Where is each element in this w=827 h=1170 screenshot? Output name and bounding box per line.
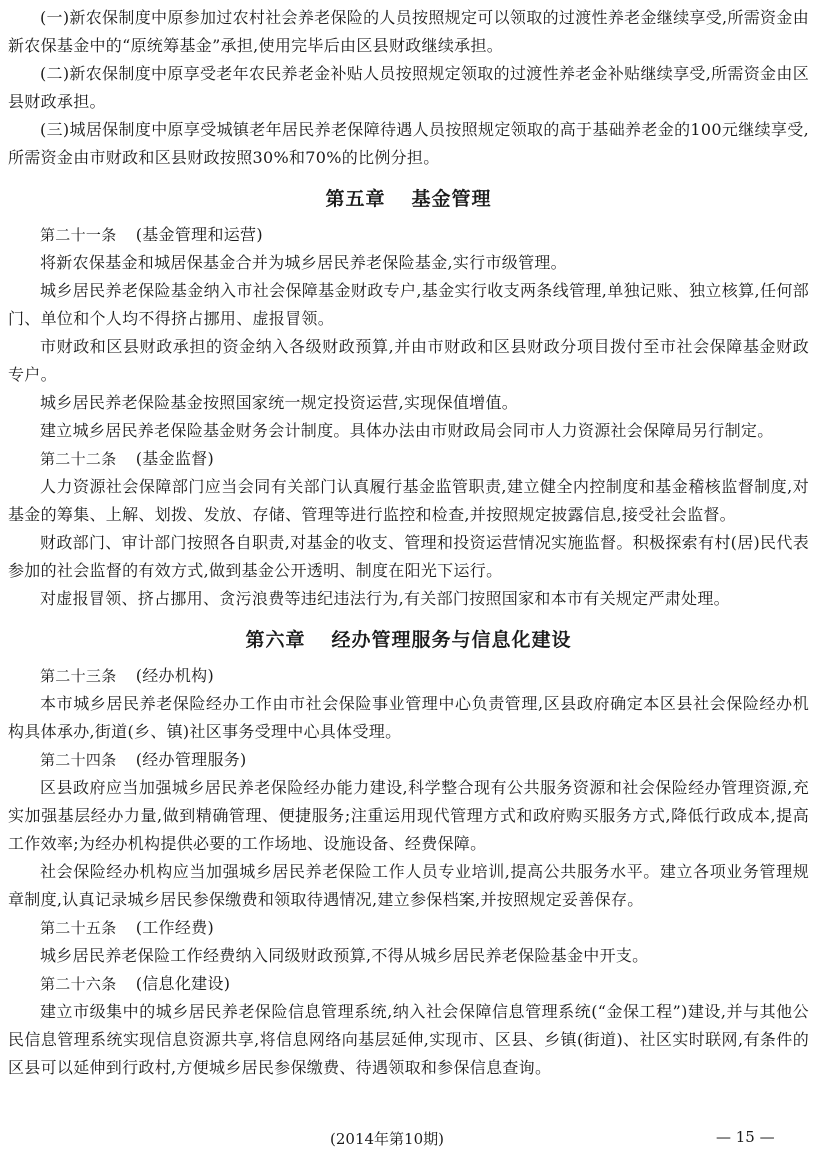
chapter-number: 第五章 [325,188,386,210]
paragraph: 将新农保基金和城居保基金合并为城乡居民养老保险基金,实行市级管理。 [40,253,567,272]
paragraph: (二)新农保制度中原享受老年农民养老金补贴人员按照规定领取的过渡性养老金补贴继续享受,所需资金由区县财政承担。 [8,64,809,111]
page-number: — 15 — [716,1128,775,1146]
article-number: 第二十六条 [40,975,117,993]
issue-number: (2014年第10期) [330,1130,444,1148]
paragraph: 人力资源社会保障部门应当会同有关部门认真履行基金监管职责,建立健全内控制度和基金稽核监督制度,对基金的筹集、上解、划拨、发放、存储、管理等进行监控和检查,并按照规定披露信息,接受社会监督。 [8,477,809,524]
article-number: 第二十一条 [40,226,117,244]
article-heading [8,662,809,690]
article-number: 第二十二条 [40,450,117,468]
article-topic: (信息化建设) [135,974,231,993]
article-heading [8,221,809,249]
article-heading [8,445,809,473]
document-body [8,4,809,1082]
paragraph: (一)新农保制度中原参加过农村社会养老保险的人员按照规定可以领取的过渡性养老金继续享受,所需资金由新农保基金中的“原统筹基金”承担,使用完毕后由区县财政继续承担。 [8,8,809,55]
paragraph: 城乡居民养老保险工作经费纳入同级财政预算,不得从城乡居民养老保险基金中开支。 [40,946,649,965]
paragraph: 区县政府应当加强城乡居民养老保险经办能力建设,科学整合现有公共服务资源和社会保险经办管理资源,充实加强基层经办力量,做到精确管理、便捷服务;注重运用现代管理方式和政府购买服务方式,降低行政成本,提高工作效率;为经办机构提供必要的工作场地、设施设备、经费保障。 [8,778,809,853]
chapter-heading [8,625,809,652]
paragraph: 对虚报冒领、挤占挪用、贪污浪费等违纪违法行为,有关部门按照国家和本市有关规定严肃处理。 [40,589,730,608]
chapter-title: 经办管理服务与信息化建设 [331,629,572,651]
article-topic: (基金监督) [135,449,214,468]
paragraph: 建立城乡居民养老保险基金财务会计制度。具体办法由市财政局会同市人力资源社会保障局另行制定。 [40,421,774,440]
chapter-title: 基金管理 [411,188,492,210]
article-heading [8,746,809,774]
article-number: 第二十三条 [40,667,117,685]
article-topic: (经办机构) [135,666,214,685]
paragraph: (三)城居保制度中原享受城镇老年居民养老保障待遇人员按照规定领取的高于基础养老金的100元继续享受,所需资金由市财政和区县财政按照30%和70%的比例分担。 [8,120,809,167]
article-heading [8,914,809,942]
article-topic: (基金管理和运营) [135,225,263,244]
article-number: 第二十四条 [40,751,117,769]
paragraph: 建立市级集中的城乡居民养老保险信息管理系统,纳入社会保障信息管理系统(“金保工程”)建设,并与其他公民信息管理系统实现信息资源共享,将信息网络向基层延伸,实现市、区县、乡镇(街道)、社区实时联网,有条件的区县可以延伸到行政村,方便城乡居民参保缴费、待遇领取和参保信息查询。 [8,1002,809,1077]
chapter-number: 第六章 [245,629,306,651]
article-heading [8,970,809,998]
article-topic: (经办管理服务) [135,750,247,769]
paragraph: 市财政和区县财政承担的资金纳入各级财政预算,并由市财政和区县财政分项目拨付至市社会保障基金财政专户。 [8,337,809,384]
paragraph: 本市城乡居民养老保险经办工作由市社会保险事业管理中心负责管理,区县政府确定本区县社会保险经办机构具体承办,街道(乡、镇)社区事务受理中心具体受理。 [8,694,809,741]
paragraph: 城乡居民养老保险基金按照国家统一规定投资运营,实现保值增值。 [40,393,519,412]
paragraph: 社会保险经办机构应当加强城乡居民养老保险工作人员专业培训,提高公共服务水平。建立各项业务管理规章制度,认真记录城乡居民参保缴费和领取待遇情况,建立参保档案,并按照规定妥善保存。 [8,862,809,909]
article-topic: (工作经费) [135,918,214,937]
chapter-heading [8,184,809,211]
article-number: 第二十五条 [40,919,117,937]
paragraph: 城乡居民养老保险基金纳入市社会保障基金财政专户,基金实行收支两条线管理,单独记账、独立核算,任何部门、单位和个人均不得挤占挪用、虚报冒领。 [8,281,809,328]
paragraph: 财政部门、审计部门按照各自职责,对基金的收支、管理和投资运营情况实施监督。积极探索有村(居)民代表参加的社会监督的有效方式,做到基金公开透明、制度在阳光下运行。 [8,533,809,580]
